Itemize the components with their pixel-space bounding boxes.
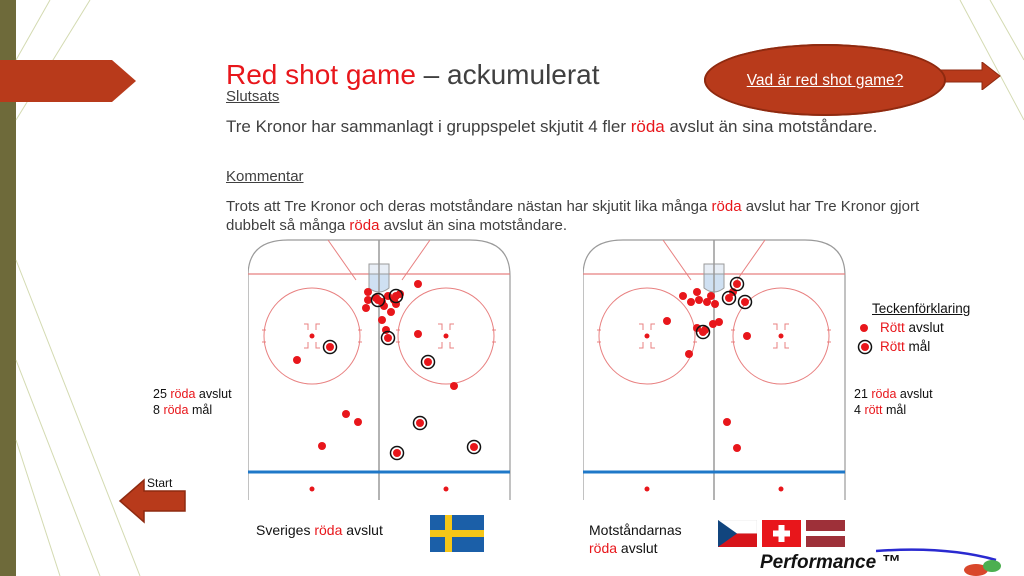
opp-goals-red: rött — [864, 403, 883, 417]
opp-shots-count: 21 — [854, 387, 868, 401]
info-arrow-icon — [940, 62, 1002, 90]
legend-shot-word: avslut — [908, 320, 944, 335]
legend-goal — [858, 337, 970, 356]
legend-goal-word: mål — [908, 339, 931, 354]
conclusion-heading: Slutsats — [226, 88, 280, 105]
sweden-caption — [256, 521, 383, 539]
opp-shots-red: röda — [871, 387, 897, 401]
legend-title: Teckenförklaring — [872, 301, 971, 316]
brand-text: Performance ™ — [760, 552, 901, 573]
comment-text — [226, 197, 966, 235]
opponents-stats — [854, 386, 933, 418]
sweden-shots-word: avslut — [198, 387, 232, 401]
red-shot-icon — [858, 322, 870, 334]
comment-text-2: avslut har Tre Kronor gjort dubbelt så många — [226, 198, 920, 234]
conclusion-text-1: Tre Kronor har sammanlagt i gruppspelet skjutit 4 fler — [226, 117, 631, 136]
opponents-caption-2: avslut — [617, 540, 658, 556]
sweden-stats — [153, 386, 232, 418]
opponents-caption-line1: Motståndarnas — [589, 522, 682, 538]
title-rest: – ackumulerat — [415, 59, 600, 90]
what-is-red-shot-game-button[interactable] — [704, 44, 946, 116]
red-goal-icon — [857, 339, 873, 355]
sweden-shots-count: 25 — [153, 387, 167, 401]
sweden-caption-1: Sveriges — [256, 522, 315, 538]
legend — [858, 299, 970, 356]
start-label: Start — [147, 476, 173, 490]
opp-shots-word: avslut — [899, 387, 933, 401]
comment-text-1: Trots att Tre Kronor och deras motståndare nästan har skjutit lika många — [226, 198, 712, 215]
sweden-caption-red: röda — [314, 522, 343, 538]
sweden-flag-icon — [430, 515, 484, 552]
legend-goal-red: Rött — [880, 339, 905, 354]
conclusion-text — [226, 116, 926, 138]
header-arrow-shape — [0, 60, 140, 102]
latvia-flag-icon — [806, 520, 845, 547]
start-back-arrow-button[interactable] — [118, 478, 188, 524]
comment-red-2: röda — [349, 217, 380, 234]
sweden-goals-red: röda — [163, 403, 189, 417]
info-button-label: Vad är red shot game? — [746, 71, 904, 89]
comment-red-1: röda — [711, 198, 742, 215]
swiss-flag-icon — [762, 520, 801, 547]
legend-shot-red: Rött — [880, 320, 905, 335]
opponents-caption-red: röda — [589, 540, 618, 556]
title-red: Red shot game — [226, 59, 416, 90]
sweden-rink — [248, 238, 512, 502]
sweden-goals-word: mål — [191, 403, 213, 417]
sweden-caption-2: avslut — [342, 522, 383, 538]
sweden-goals-count: 8 — [153, 403, 160, 417]
page-title — [226, 58, 600, 92]
opponents-caption — [589, 521, 682, 557]
opp-goals-count: 4 — [854, 403, 861, 417]
comment-heading: Kommentar — [226, 168, 304, 185]
comment-text-3: avslut än sina motståndare. — [379, 217, 568, 234]
legend-shot — [858, 318, 970, 337]
sweden-shots-red: röda — [170, 387, 196, 401]
conclusion-text-2: avslut än sina motståndare. — [664, 117, 878, 136]
opponents-rink — [583, 238, 847, 502]
opp-goals-word: mål — [885, 403, 907, 417]
conclusion-red-word: röda — [630, 117, 665, 136]
czech-flag-icon — [718, 520, 757, 547]
